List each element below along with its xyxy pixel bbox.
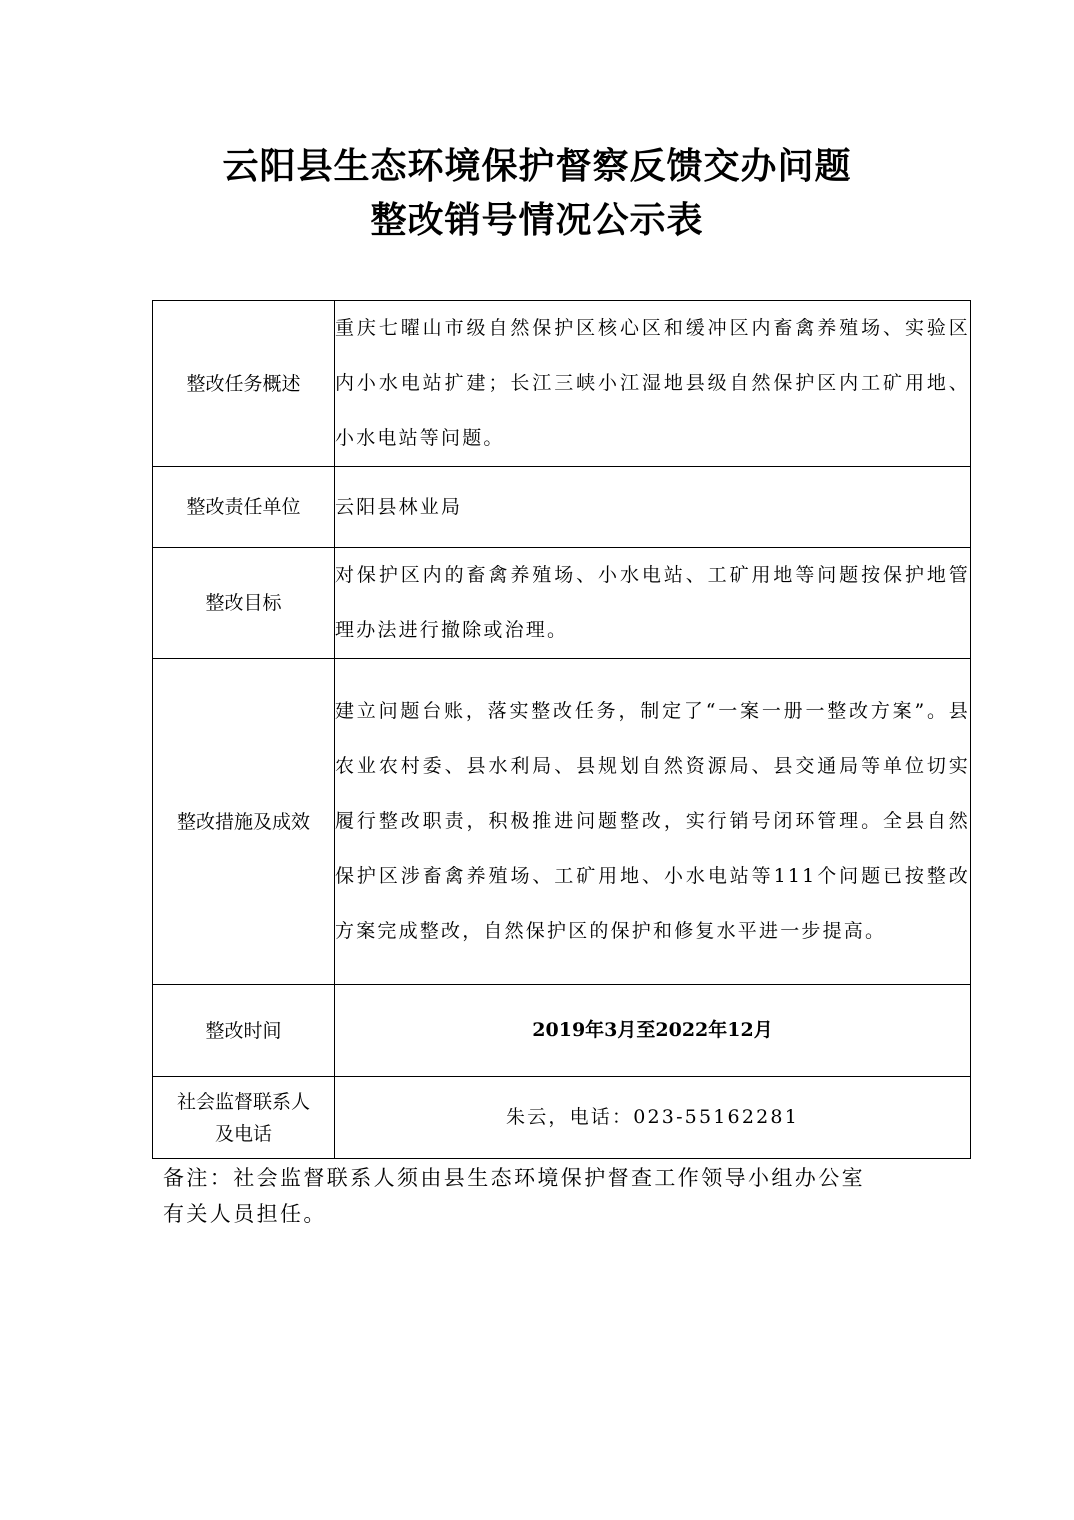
label-contact — [153, 1077, 335, 1159]
table-row-task-overview — [153, 301, 971, 467]
value-measures: 建立问题台账，落实整改任务，制定了“一案一册一整改方案”。县农业农村委、县水利局、县规划自然资源局、县交通局等单位切实履行整改职责，积极推进问题整改，实行销号闭环管理。全县自然保护区涉畜禽养殖场、工矿用地、小水电站等111个问题已按整改方案完成整改，自然保护区的保护和修复水平进一步提高。 — [335, 659, 971, 985]
value-responsible-unit: 云阳县林业局 — [335, 467, 971, 548]
label-contact-line2: 及电话 — [214, 1122, 272, 1145]
page-title-line1: 云阳县生态环境保护督察反馈交办问题 — [222, 146, 852, 187]
footnote-line1: 备注：社会监督联系人须由县生态环境保护督查工作领导小组办公室 — [163, 1166, 865, 1190]
label-measures: 整改措施及成效 — [153, 659, 335, 985]
table-row-measures — [153, 659, 971, 985]
label-task-overview: 整改任务概述 — [153, 301, 335, 467]
table-row-target — [153, 548, 971, 659]
table-row-time — [153, 985, 971, 1077]
page-title-line2: 整改销号情况公示表 — [370, 200, 704, 241]
table-row-contact — [153, 1077, 971, 1159]
footnote — [163, 1160, 923, 1232]
label-time: 整改时间 — [153, 985, 335, 1077]
table-row-responsible-unit — [153, 467, 971, 548]
footnote-line2: 有关人员担任。 — [163, 1202, 327, 1226]
rectification-table — [152, 300, 971, 1159]
value-target: 对保护区内的畜禽养殖场、小水电站、工矿用地等问题按保护地管理办法进行撤除或治理。 — [335, 548, 971, 659]
label-target: 整改目标 — [153, 548, 335, 659]
value-time: 2019年3月至2022年12月 — [335, 985, 971, 1077]
value-contact: 朱云，电话：023-55162281 — [335, 1077, 971, 1159]
label-responsible-unit: 整改责任单位 — [153, 467, 335, 548]
value-task-overview: 重庆七曜山市级自然保护区核心区和缓冲区内畜禽养殖场、实验区内小水电站扩建；长江三峡小江湿地县级自然保护区内工矿用地、小水电站等问题。 — [335, 301, 971, 467]
label-contact-line1: 社会监督联系人 — [176, 1090, 310, 1113]
